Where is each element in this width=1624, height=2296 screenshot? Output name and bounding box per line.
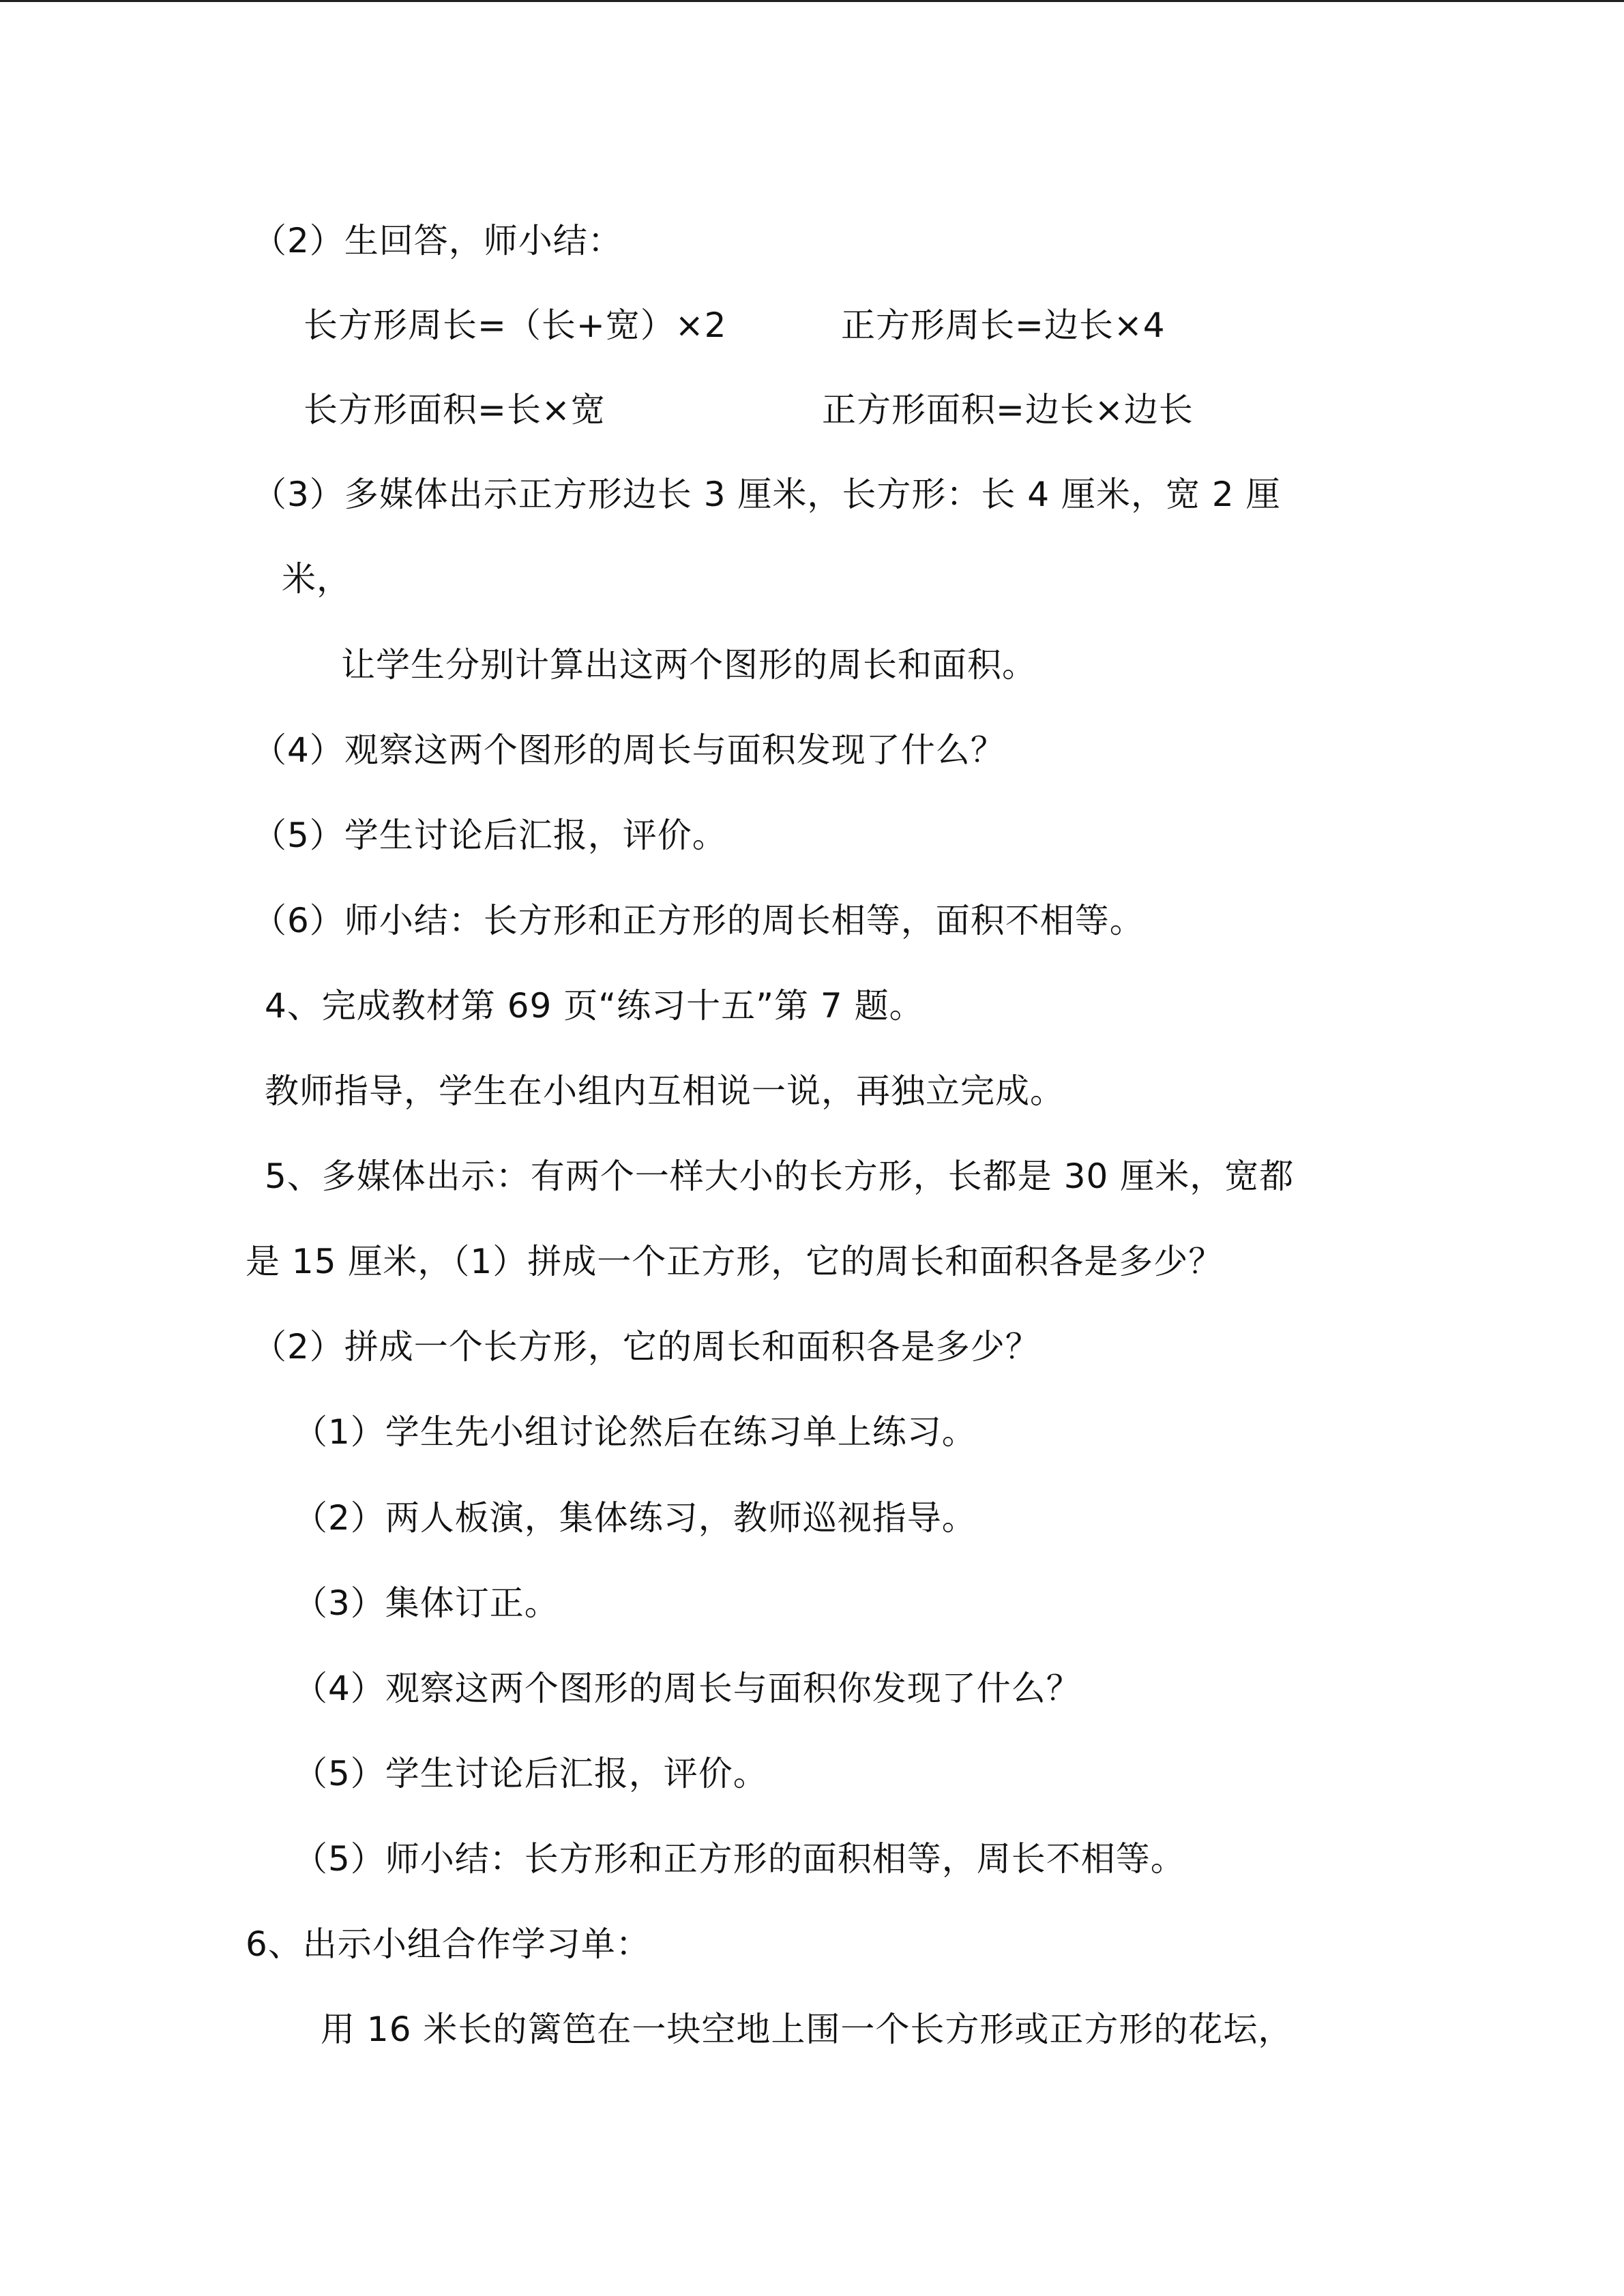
text-line: （5）学生讨论后汇报，评价。 bbox=[293, 1754, 768, 1793]
text-line: 用 16 米长的篱笆在一块空地上围一个长方形或正方形的花坛， bbox=[321, 2010, 1293, 2049]
text-line: （6）师小结：长方形和正方形的周长相等，面积不相等。 bbox=[252, 901, 1145, 940]
text-line: （5）学生讨论后汇报，评价。 bbox=[252, 816, 727, 855]
text-line: （1）学生先小组讨论然后在练习单上练习。 bbox=[293, 1412, 977, 1452]
text-line: 4、完成教材第 69 页“练习十五”第 7 题。 bbox=[265, 986, 924, 1026]
text-line: 5、多媒体出示：有两个一样大小的长方形，长都是 30 厘米，宽都 bbox=[265, 1157, 1295, 1196]
text-line: 是 15 厘米，（1）拼成一个正方形，它的周长和面积各是多少？ bbox=[246, 1242, 1224, 1281]
text-line: 教师指导，学生在小组内互相说一说，再独立完成。 bbox=[265, 1071, 1065, 1111]
text-line: （2）生回答，师小结： bbox=[252, 221, 623, 260]
text-line: （5）师小结：长方形和正方形的面积相等，周长不相等。 bbox=[293, 1839, 1185, 1879]
text-line: （3）多媒体出示正方形边长 3 厘米，长方形：长 4 厘米，宽 2 厘 bbox=[252, 475, 1281, 514]
formula-square-perimeter: 正方形周长=边长×4 bbox=[841, 305, 1166, 345]
page-top-border bbox=[0, 0, 1624, 2]
text-line: （2）拼成一个长方形，它的周长和面积各是多少？ bbox=[252, 1327, 1040, 1367]
text-line: 米， bbox=[282, 559, 351, 599]
text-line: （3）集体订正。 bbox=[293, 1583, 559, 1623]
text-line: （2）两人板演，集体练习，教师巡视指导。 bbox=[293, 1498, 977, 1538]
text-line: 6、出示小组合作学习单： bbox=[246, 1924, 651, 1964]
formula-rectangle-area: 长方形面积=长×宽 bbox=[304, 390, 606, 430]
text-line: （4）观察这两个图形的周长与面积发现了什么？ bbox=[252, 730, 1005, 770]
text-line: （4）观察这两个图形的周长与面积你发现了什么？ bbox=[293, 1669, 1081, 1708]
text-line: 让学生分别计算出这两个图形的周长和面积。 bbox=[341, 645, 1037, 685]
formula-rectangle-perimeter: 长方形周长=（长+宽）×2 bbox=[304, 305, 727, 345]
formula-square-area: 正方形面积=边长×边长 bbox=[822, 390, 1194, 430]
